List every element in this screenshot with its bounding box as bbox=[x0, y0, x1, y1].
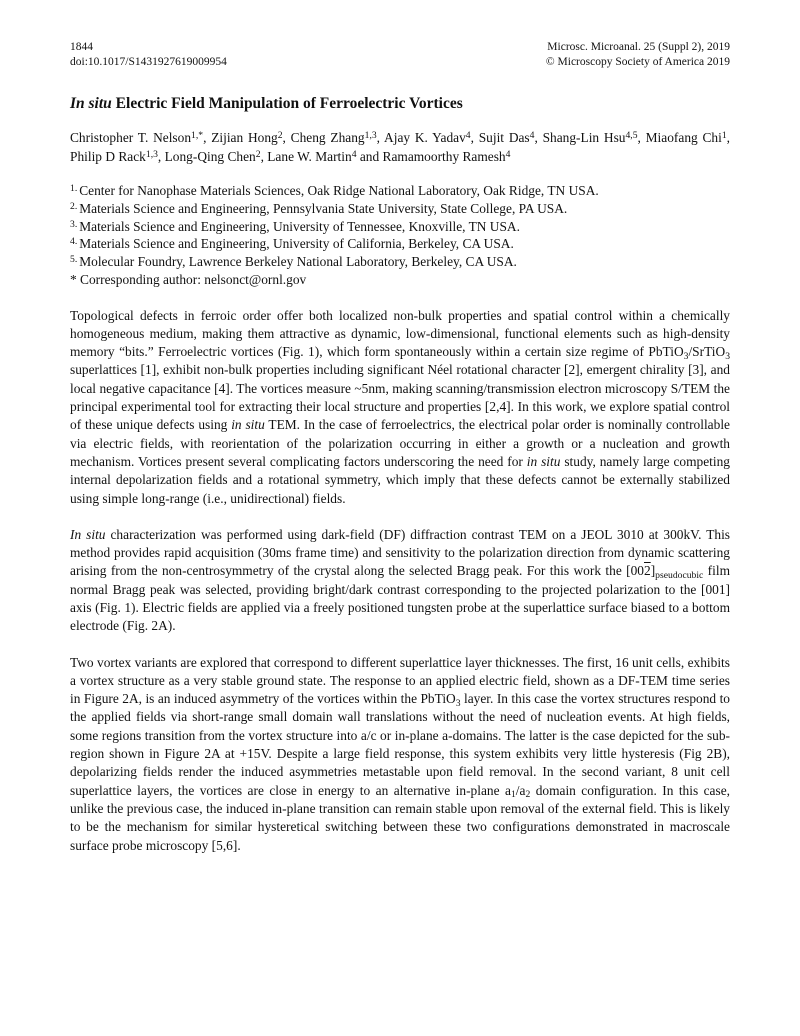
page-number: 1844 bbox=[70, 41, 93, 53]
doi: doi:10.1017/S1431927619009954 bbox=[70, 55, 227, 68]
paragraph-3: Two vortex variants are explored that correspond to different superlattice layer thicknesses. The first, 16 unit cells, exhibits a vortex structure as a very stable ground state. The response to an applied electric field, shown as a DF-TEM time series in Figure 2A, is an induced asymmetry of the vortices within the PbTiO$_3$ layer. In this case the vortex structures respond to the applied fields via short-range small domain wall translations without the need of nucleation events. At high fields, some regions transition from the vortex structure into a/c or in-plane a-domains. The latter is the case depicted for the sub-region shown in Figure 2A at +15V. Despite a large field response, this system exhibits very little hysteresis (Fig 2B), depolarizing fields render the induced asymmetries metastable upon field removal. In the second variant, 8 unit cell superlattice layers, the vortices are close in energy to an alternative in-plane $a_1/a_2$ domain configuration. In this case, unlike the previous case, the induced in-plane transition can remain stable upon removal of the external field. This is likely to be the mechanism for similar hysteretical switching between these two configurations demonstrated in macroscale surface probe microscopy [5,6]. bbox=[70, 654, 731, 853]
affiliation-text: Materials Science and Engineering, Pennsylvania State University, State College, PA USA. bbox=[79, 200, 568, 216]
affiliation-4 bbox=[70, 235, 730, 253]
copyright-notice: © Microscopy Society of America 2019 bbox=[545, 55, 730, 68]
affiliation-marker: 1. bbox=[70, 183, 78, 195]
corresponding-author-line: * Corresponding author: nelsonct@ornl.gov bbox=[70, 271, 307, 287]
affiliation-text: Materials Science and Engineering, University of Tennessee, Knoxville, TN USA. bbox=[79, 218, 520, 234]
affiliation-text: Materials Science and Engineering, University of California, Berkeley, CA USA. bbox=[79, 236, 514, 252]
paragraph-2: In situ characterization was performed using dark-field (DF) diffraction contrast TEM on a JEOL 3010 at 300kV. This method provides rapid acquisition (30ms frame time) and sensitivity to the polarization direction from dynamic scattering arising from the non-centrosymmetry of the crystal along the selected Bragg peak. For this work the $[002]_{pseudocubic}$ film normal Bragg peak was selected, providing bright/dark contrast corresponding to the projected polarization to the [001] axis (Fig. 1). Electric fields are applied via a freely positioned tungsten probe at the superlattice surface biased to a bottom electrode (Fig. 2A). bbox=[70, 526, 731, 634]
header-left bbox=[70, 40, 227, 70]
affiliation-5 bbox=[70, 253, 730, 271]
affiliation-3 bbox=[70, 218, 730, 236]
abstract-body bbox=[70, 307, 730, 855]
affiliation-1 bbox=[70, 182, 730, 200]
author-list: Christopher T. Nelson$^{1,*}$, Zijian Hong$^2$, Cheng Zhang$^{1,3}$, Ajay K. Yadav$^4$, Sujit Das$^4$, Shang-Lin Hsu$^{4,5}$, Miaofang Chi$^1$, Philip D Rack$^{1,3}$, Long-Qing Chen$^2$, Lane W. Martin$^4$ and Ramamoorthy Ramesh$^4$ bbox=[70, 130, 731, 164]
paragraph-1: Topological defects in ferroic order offer both localized non-bulk properties and spatial control within a chemically homogeneous medium, making them attractive as dynamic, low-dimensional, functional elements such as high-density memory “bits.” Ferroelectric vortices (Fig. 1), which form spontaneously within a certain size regime of PbTiO$_3$/SrTiO$_3$ superlattices [1], exhibit non-bulk properties including significant Néel rotational character [2], emergent chirality [3], and local negative capacitance [4]. The vortices measure ~5nm, making scanning/transmission electron microscopy S/TEM the principal experimental tool for extracting their local structure and properties [2,4]. In this work, we explore spatial control of these unique defects using in situ TEM. In the case of ferroelectrics, the electrical polar order is nominally controllable via electric fields, with reorientation of the polarization occurring in either a growth or a nucleation and growth mechanism. Vortices present several complicating factors underscoring the need for in situ study, namely large competing internal depolarization fields and a rotational symmetry, which imply that these defects cannot be externally stabilized using simple long-range (i.e., unidirectional) fields. bbox=[70, 307, 730, 506]
header-right bbox=[546, 40, 730, 70]
affiliation-marker: 2. bbox=[70, 200, 78, 212]
affiliation-2 bbox=[70, 200, 730, 218]
journal-citation: Microsc. Microanal. 25 (Suppl 2), 2019 bbox=[547, 41, 730, 53]
paper-title: In situ Electric Field Manipulation of Ferroelectric Vortices bbox=[70, 94, 463, 112]
affiliations-block bbox=[70, 182, 730, 288]
affiliation-text: Molecular Foundry, Lawrence Berkeley National Laboratory, Berkeley, CA USA. bbox=[79, 254, 517, 270]
affiliation-marker: 3. bbox=[70, 218, 78, 230]
journal-header bbox=[70, 40, 730, 70]
affiliation-marker: 5. bbox=[70, 254, 78, 266]
affiliation-marker: 4. bbox=[70, 236, 78, 248]
affiliation-text: Center for Nanophase Materials Sciences, Oak Ridge National Laboratory, Oak Ridge, TN USA. bbox=[79, 183, 599, 199]
